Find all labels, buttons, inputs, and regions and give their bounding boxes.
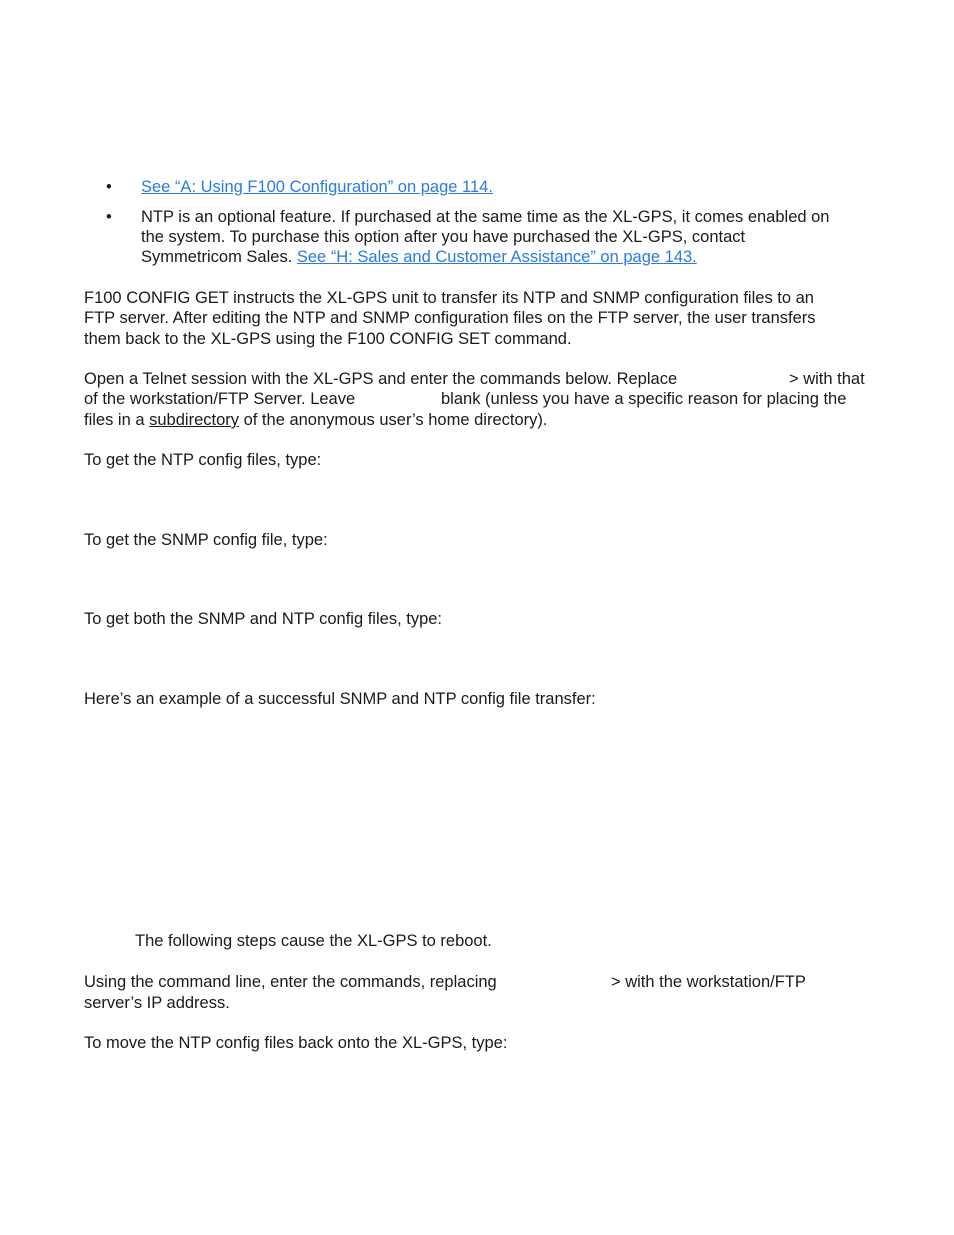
bullet-marker: • bbox=[106, 208, 112, 226]
bullet-text: the system. To purchase this option after you have purchased the XL-GPS, contact bbox=[141, 228, 746, 246]
paragraph-text: them back to the XL-GPS using the F100 CONFIG SET command. bbox=[84, 330, 572, 348]
paragraph-text: > with the workstation/FTP bbox=[611, 973, 806, 991]
instruction-get-ntp: To get the NTP config files, type: bbox=[84, 451, 322, 469]
underlined-term: subdirectory bbox=[149, 411, 239, 429]
bullet-text: Symmetricom Sales. bbox=[141, 248, 297, 266]
paragraph-text: of the workstation/FTP Server. Leave bbox=[84, 390, 356, 408]
paragraph-text: Open a Telnet session with the XL-GPS and enter the commands below. Replace bbox=[84, 370, 678, 388]
example-intro: Here’s an example of a successful SNMP and NTP config file transfer: bbox=[84, 690, 596, 708]
paragraph-text: Using the command line, enter the commands, replacing bbox=[84, 973, 497, 991]
paragraph-text: > with that bbox=[789, 370, 865, 388]
paragraph-text: FTP server. After editing the NTP and SNMP configuration files on the FTP server, the user transfers bbox=[84, 309, 816, 327]
paragraph-text: files in a bbox=[84, 411, 150, 429]
paragraph-text: F100 CONFIG GET instructs the XL-GPS unit to transfer its NTP and SNMP configuration files to an bbox=[84, 289, 814, 307]
instruction-move-ntp: To move the NTP config files back onto the XL-GPS, type: bbox=[84, 1034, 508, 1052]
paragraph-text: blank (unless you have a specific reason for placing the bbox=[441, 390, 847, 408]
instruction-get-snmp: To get the SNMP config file, type: bbox=[84, 531, 328, 549]
reboot-note: The following steps cause the XL-GPS to reboot. bbox=[135, 932, 492, 950]
link-sales-assistance[interactable]: See “H: Sales and Customer Assistance” on page 143. bbox=[296, 248, 697, 266]
bullet-marker: • bbox=[106, 178, 112, 196]
paragraph-text: server’s IP address. bbox=[84, 994, 230, 1012]
instruction-get-both: To get both the SNMP and NTP config files, type: bbox=[84, 610, 443, 628]
link-f100-configuration[interactable]: See “A: Using F100 Configuration” on page 114. bbox=[141, 178, 493, 196]
paragraph-text: of the anonymous user’s home directory). bbox=[239, 411, 548, 429]
bullet-text: NTP is an optional feature. If purchased at the same time as the XL-GPS, it comes enabled on bbox=[141, 208, 830, 226]
